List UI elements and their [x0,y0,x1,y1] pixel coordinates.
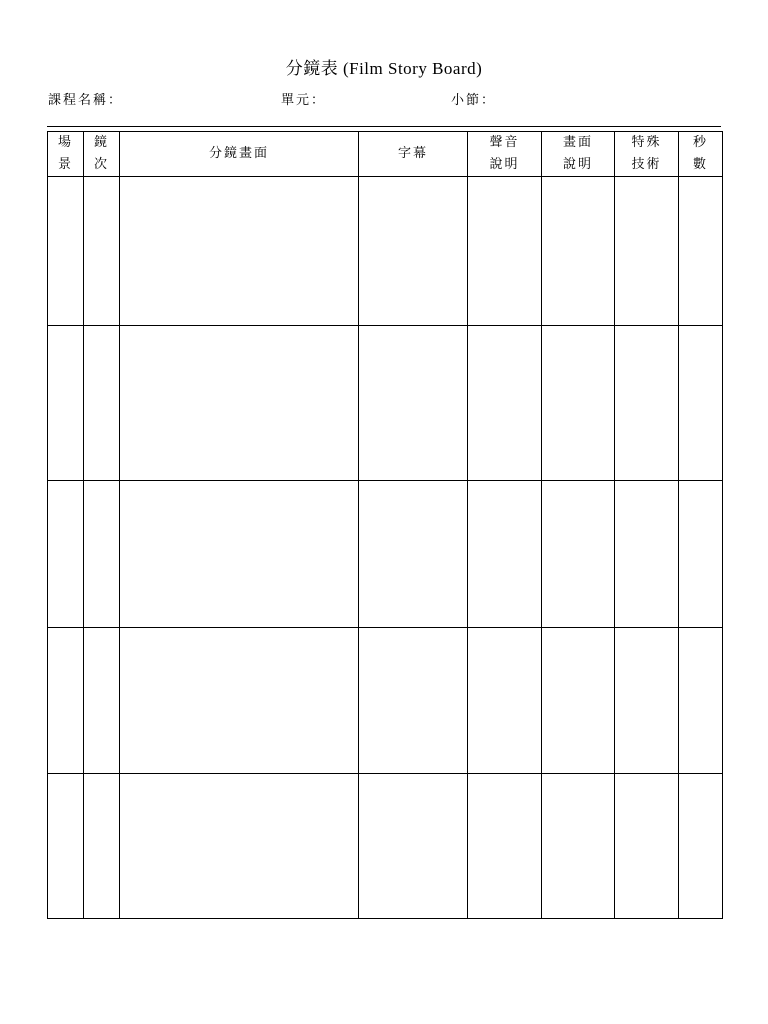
cell-frame[interactable] [120,628,359,774]
col-header-frame: 分鏡畫面 [120,132,359,177]
cell-subtitle[interactable] [359,177,468,326]
section-label: 小節： [451,93,497,108]
cell-seconds[interactable] [679,774,723,919]
cell-shot[interactable] [84,628,120,774]
cell-shot[interactable] [84,177,120,326]
unit-label: 單元： [281,93,327,108]
table-row [48,177,723,326]
cell-sound[interactable] [468,326,542,481]
cell-special[interactable] [615,481,679,628]
col-header-subtitle: 字幕 [359,132,468,177]
header-row [48,132,723,177]
page-title: 分鏡表 (Film Story Board) [285,59,483,78]
table-row [48,628,723,774]
cell-subtitle[interactable] [359,774,468,919]
header-divider [47,126,721,127]
cell-shot[interactable] [84,481,120,628]
cell-seconds[interactable] [679,628,723,774]
storyboard-table [47,131,723,919]
cell-special[interactable] [615,326,679,481]
cell-seconds[interactable] [679,481,723,628]
cell-picture[interactable] [542,481,615,628]
cell-subtitle[interactable] [359,628,468,774]
cell-frame[interactable] [120,481,359,628]
col-header-shot: 鏡 次 [84,132,120,177]
info-row [48,89,720,109]
cell-scene[interactable] [48,774,84,919]
cell-sound[interactable] [468,177,542,326]
col-header-picture: 畫面 說明 [542,132,615,177]
cell-subtitle[interactable] [359,481,468,628]
cell-seconds[interactable] [679,326,723,481]
cell-special[interactable] [615,177,679,326]
cell-picture[interactable] [542,326,615,481]
col-header-sound: 聲音 說明 [468,132,542,177]
cell-special[interactable] [615,774,679,919]
cell-scene[interactable] [48,326,84,481]
cell-shot[interactable] [84,326,120,481]
cell-picture[interactable] [542,628,615,774]
cell-picture[interactable] [542,774,615,919]
table-row [48,481,723,628]
course-name-label: 課程名稱： [48,93,124,108]
col-header-scene: 場 景 [48,132,84,177]
table-row [48,774,723,919]
cell-picture[interactable] [542,177,615,326]
cell-special[interactable] [615,628,679,774]
cell-sound[interactable] [468,774,542,919]
cell-shot[interactable] [84,774,120,919]
cell-scene[interactable] [48,177,84,326]
cell-subtitle[interactable] [359,326,468,481]
cell-scene[interactable] [48,628,84,774]
col-header-special: 特殊 技術 [615,132,679,177]
col-header-seconds: 秒 數 [679,132,723,177]
cell-sound[interactable] [468,481,542,628]
cell-frame[interactable] [120,177,359,326]
cell-frame[interactable] [120,326,359,481]
cell-seconds[interactable] [679,177,723,326]
cell-sound[interactable] [468,628,542,774]
cell-scene[interactable] [48,481,84,628]
table-row [48,326,723,481]
cell-frame[interactable] [120,774,359,919]
